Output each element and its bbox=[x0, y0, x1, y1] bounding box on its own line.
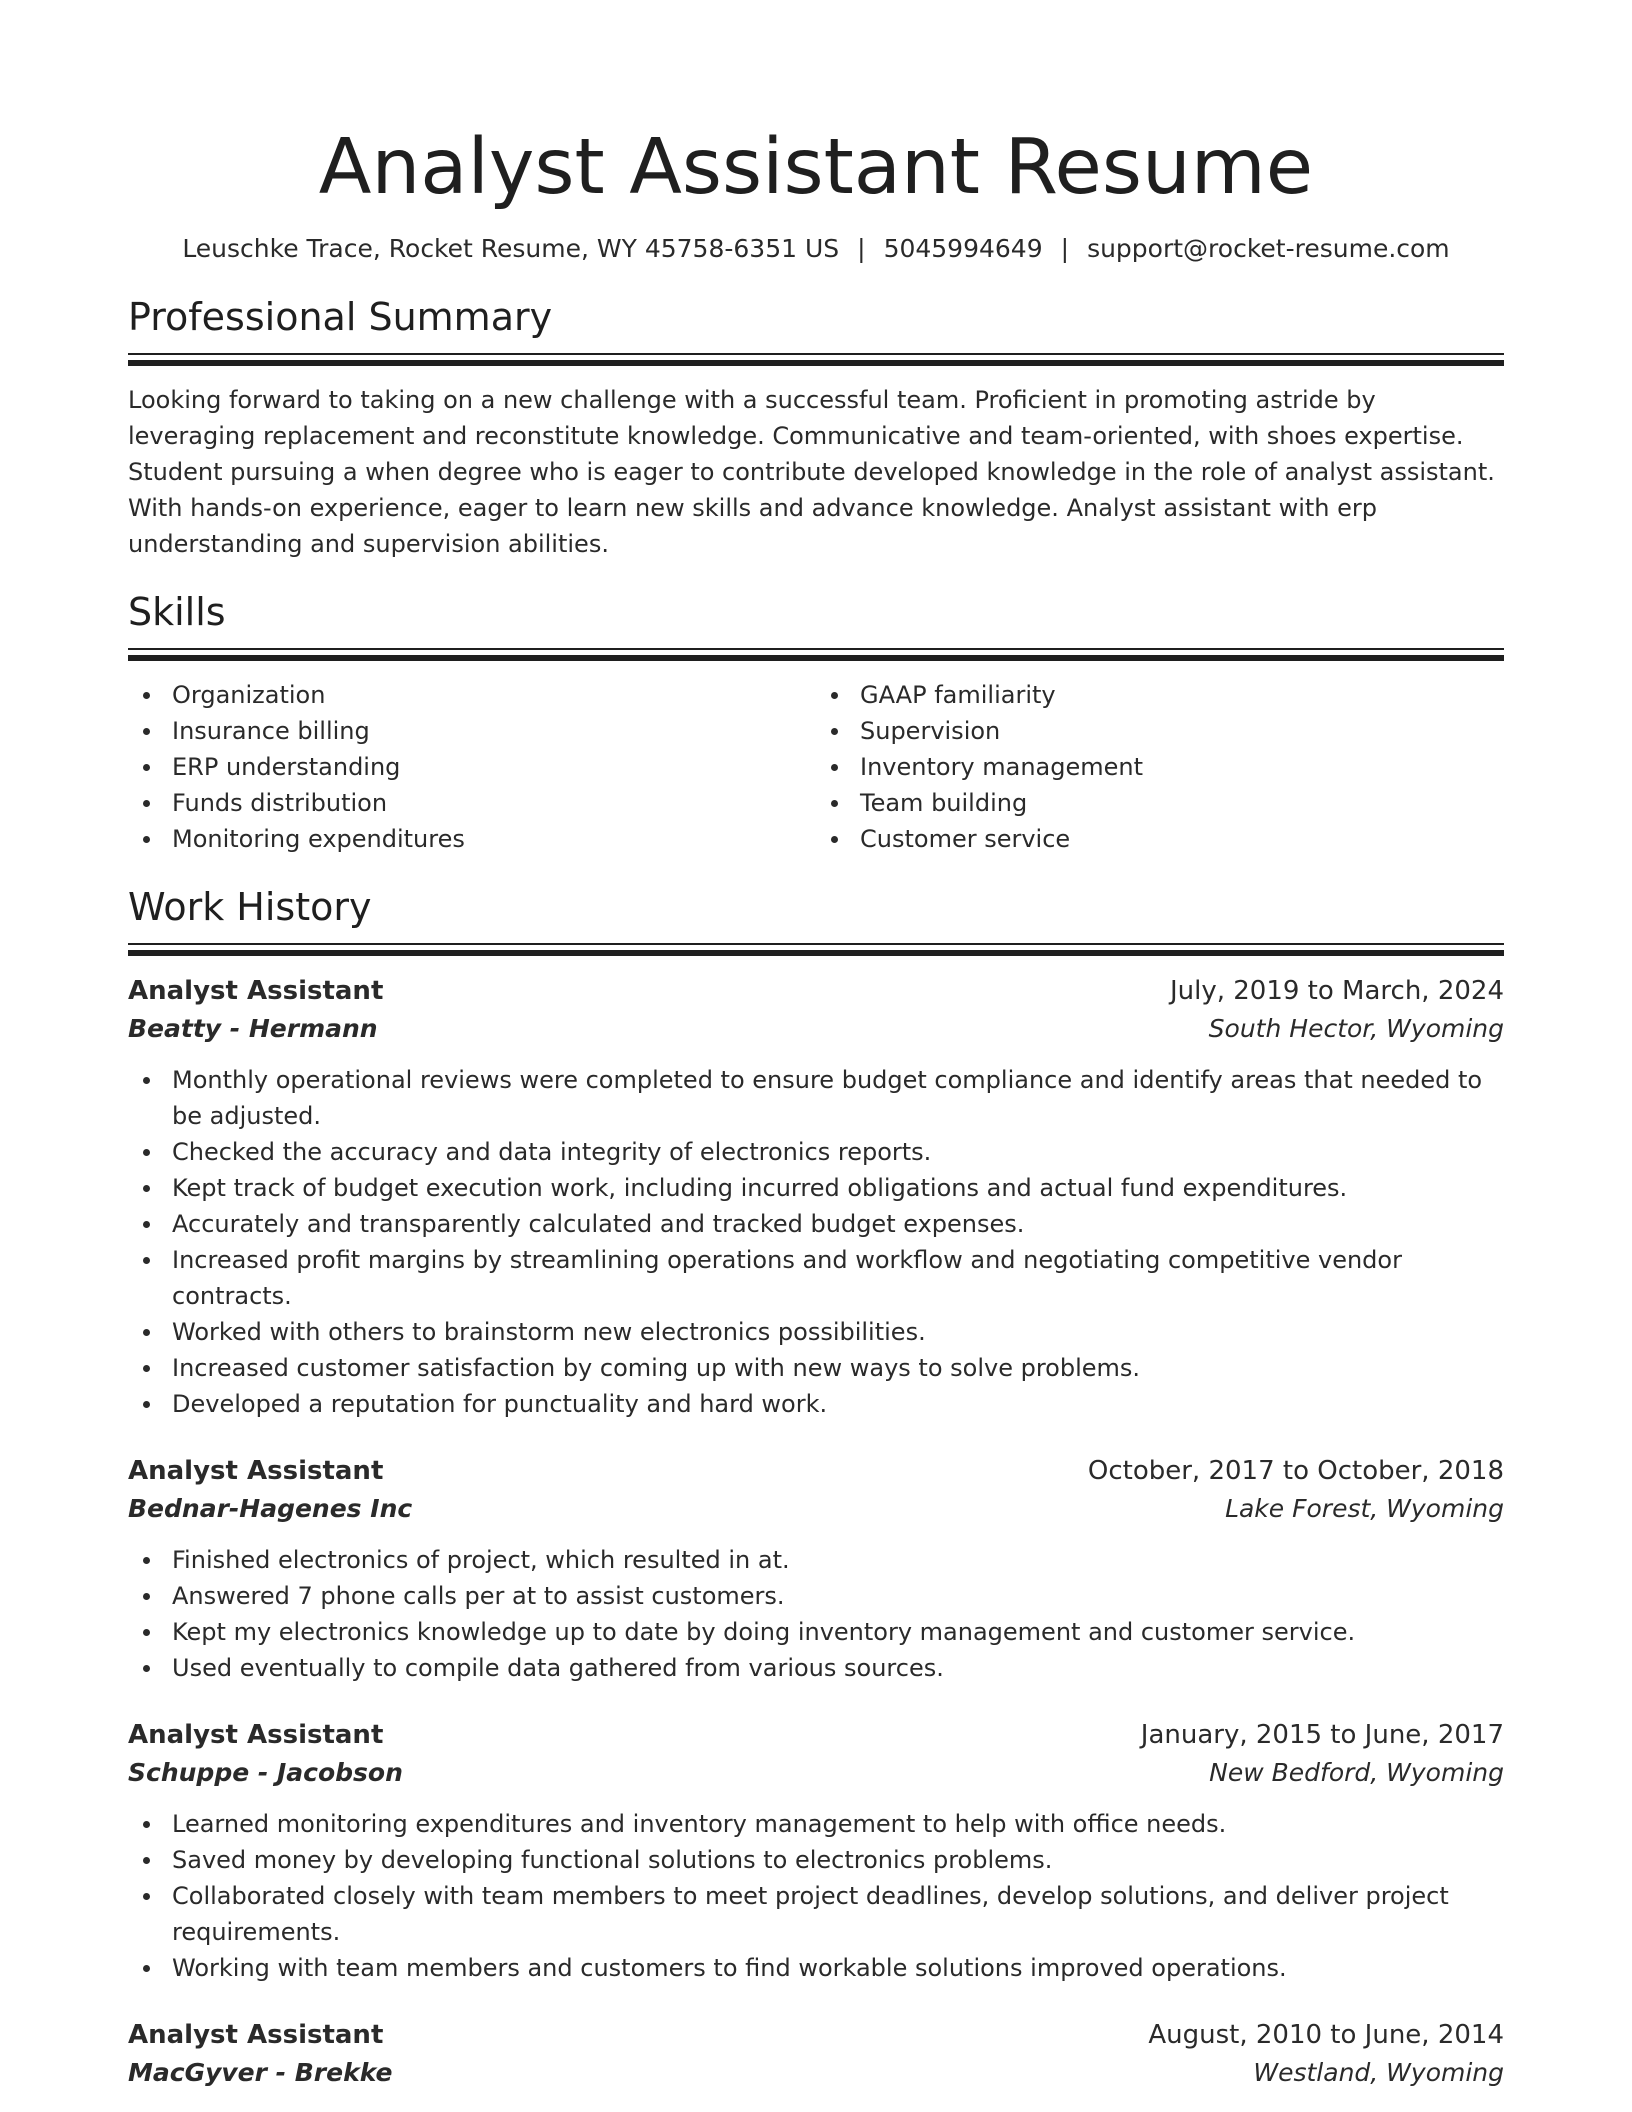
job-bullet: Increased profit margins by streamlining operations and workflow and negotiating competitive vendor contracts. bbox=[128, 1242, 1504, 1314]
job-dates: October, 2017 to October, 2018 bbox=[1087, 1456, 1504, 1486]
section-divider bbox=[128, 648, 1504, 661]
contact-separator: | bbox=[1060, 234, 1070, 263]
job-entry bbox=[128, 2016, 1504, 2092]
contact-email: support@rocket-resume.com bbox=[1087, 234, 1450, 263]
skill-item: GAAP familiarity bbox=[816, 677, 1504, 713]
section-divider bbox=[128, 353, 1504, 366]
skills-list-left bbox=[128, 677, 816, 857]
skill-item: ERP understanding bbox=[128, 749, 816, 785]
job-location: Westland, Wyoming bbox=[1253, 2058, 1504, 2087]
skills-columns bbox=[128, 677, 1504, 857]
job-location: Lake Forest, Wyoming bbox=[1225, 1494, 1504, 1523]
job-company: Beatty - Hermann bbox=[128, 1014, 378, 1043]
skill-item: Monitoring expenditures bbox=[128, 821, 816, 857]
job-bullet: Working with team members and customers to find workable solutions improved operations. bbox=[128, 1950, 1504, 1986]
skills-section bbox=[128, 588, 1504, 857]
summary-text: Looking forward to taking on a new challenge with a successful team. Proficient in promoting astride by leveraging replacement and reconstitute knowledge. Communicative and team-oriented, with shoes expertise. Student pursuing a when degree who is eager to contribute developed knowledge in the role of analyst assistant. With hands-on experience, eager to learn new skills and advance knowledge. Analyst assistant with erp understanding and supervision abilities. bbox=[128, 386, 1495, 558]
job-title: Analyst Assistant bbox=[128, 976, 384, 1006]
skill-item: Team building bbox=[816, 785, 1504, 821]
job-location: New Bedford, Wyoming bbox=[1209, 1758, 1504, 1787]
job-bullet: Learned monitoring expenditures and inventory management to help with office needs. bbox=[128, 1806, 1504, 1842]
job-dates: August, 2010 to June, 2014 bbox=[1148, 2020, 1504, 2050]
contact-separator: | bbox=[857, 234, 866, 263]
job-bullet: Kept track of budget execution work, including incurred obligations and actual fund expenditures. bbox=[128, 1170, 1504, 1206]
skill-item: Organization bbox=[128, 677, 816, 713]
skill-item: Insurance billing bbox=[128, 713, 816, 749]
job-bullets bbox=[128, 1542, 1504, 1686]
job-dates: January, 2015 to June, 2017 bbox=[1140, 1720, 1504, 1750]
job-bullet: Used eventually to compile data gathered from various sources. bbox=[128, 1650, 1504, 1686]
summary-section bbox=[128, 293, 1504, 562]
job-company: Schuppe - Jacobson bbox=[128, 1758, 403, 1787]
contact-address: Leuschke Trace, Rocket Resume, WY 45758-6351 US bbox=[182, 234, 840, 263]
skill-item: Inventory management bbox=[816, 749, 1504, 785]
summary-heading: Professional Summary bbox=[128, 295, 553, 339]
job-location: South Hector, Wyoming bbox=[1208, 1014, 1504, 1043]
skill-item: Supervision bbox=[816, 713, 1504, 749]
job-entry bbox=[128, 1716, 1504, 1986]
job-bullet: Developed a reputation for punctuality and hard work. bbox=[128, 1386, 1504, 1422]
job-bullet: Kept my electronics knowledge up to date by doing inventory management and customer service. bbox=[128, 1614, 1504, 1650]
job-title: Analyst Assistant bbox=[128, 2020, 384, 2050]
section-divider bbox=[128, 943, 1504, 956]
job-title: Analyst Assistant bbox=[128, 1720, 384, 1750]
job-bullets bbox=[128, 1062, 1504, 1422]
job-entry bbox=[128, 972, 1504, 1422]
job-bullet: Saved money by developing functional solutions to electronics problems. bbox=[128, 1842, 1504, 1878]
contact-phone: 5045994649 bbox=[883, 234, 1043, 263]
skills-heading: Skills bbox=[128, 590, 226, 634]
job-entry bbox=[128, 1452, 1504, 1686]
skill-item: Funds distribution bbox=[128, 785, 816, 821]
skills-list-right bbox=[816, 677, 1504, 857]
skill-item: Customer service bbox=[816, 821, 1504, 857]
contact-line bbox=[128, 234, 1504, 263]
job-bullet: Checked the accuracy and data integrity of electronics reports. bbox=[128, 1134, 1504, 1170]
job-bullet: Monthly operational reviews were completed to ensure budget compliance and identify areas that needed to be adjusted. bbox=[128, 1062, 1504, 1134]
work-heading: Work History bbox=[128, 885, 372, 929]
job-bullet: Worked with others to brainstorm new electronics possibilities. bbox=[128, 1314, 1504, 1350]
job-bullet: Collaborated closely with team members to meet project deadlines, develop solutions, and deliver project requirements. bbox=[128, 1878, 1504, 1950]
job-dates: July, 2019 to March, 2024 bbox=[1169, 976, 1504, 1006]
work-section bbox=[128, 883, 1504, 2092]
job-bullet: Answered 7 phone calls per at to assist customers. bbox=[128, 1578, 1504, 1614]
job-company: Bednar-Hagenes Inc bbox=[128, 1494, 413, 1523]
job-company: MacGyver - Brekke bbox=[128, 2058, 393, 2087]
job-bullet: Increased customer satisfaction by coming up with new ways to solve problems. bbox=[128, 1350, 1504, 1386]
resume-title: Analyst Assistant Resume bbox=[318, 123, 1314, 212]
job-bullets bbox=[128, 1806, 1504, 1986]
job-bullet: Accurately and transparently calculated and tracked budget expenses. bbox=[128, 1206, 1504, 1242]
job-title: Analyst Assistant bbox=[128, 1456, 384, 1486]
job-bullet: Finished electronics of project, which resulted in at. bbox=[128, 1542, 1504, 1578]
